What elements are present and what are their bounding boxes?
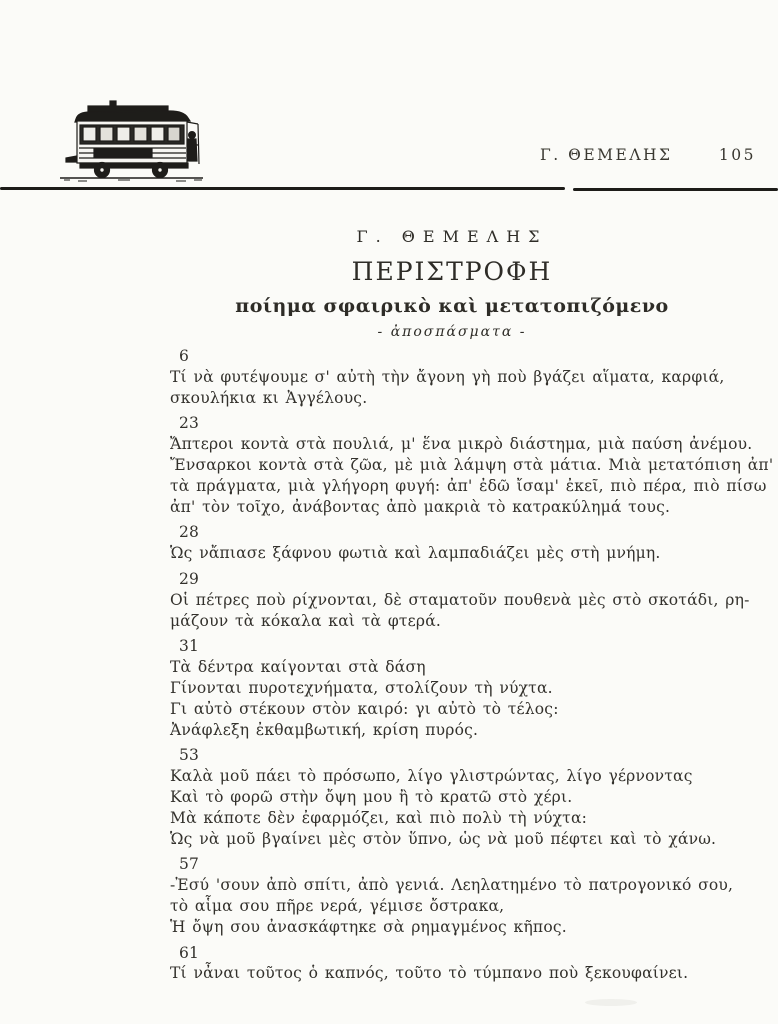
poem-subtitle: ποίημα σφαιρικὸ καὶ μετατοπιζόμενο: [235, 295, 669, 317]
poem-fragment: [170, 346, 770, 408]
poem-title: ΠΕΡΙΣΤΡΟΦΗ: [351, 257, 553, 286]
header-rule: [0, 187, 778, 191]
poem-fragment: [170, 413, 774, 517]
fragment-number: 23: [179, 414, 200, 433]
fragment-number: 53: [179, 746, 200, 765]
poem-line: τὰ πράγματα, μιὰ γλήγορη φυγή: ἀπ' ἐδῶ ἴσαμ' ἐκεῖ, πιὸ πέρα, πιὸ πίσω: [170, 476, 767, 495]
tram-roof-vent: [110, 101, 116, 106]
poem-fragment: [170, 854, 770, 937]
fragment-number: 28: [179, 523, 200, 542]
poem-line: μάζουν τὰ κόκαλα καὶ τὰ φτερά.: [170, 611, 441, 630]
poem-fragment: [170, 943, 770, 985]
poem-line: Ὡς νὰ μοῦ βγαίνει μὲς στὸν ὕπνο, ὡς νὰ μοῦ πέφτει καὶ τὸ χάνω.: [170, 829, 717, 848]
poem-fragment: [170, 636, 770, 740]
fragment-number: 61: [179, 943, 200, 962]
poem-line: Ἀνάφλεξη ἐκθαμβωτική, κρίση πυρός.: [170, 720, 479, 739]
fragment-number: 6: [179, 347, 190, 365]
poem-line: τὸ αἷμα σου πῆρε νερά, γέμισε ὄστρακα,: [170, 896, 505, 915]
poem-line: Μὰ κάποτε δὲν ἐφαρμόζει, καὶ πιὸ πολὺ τὴ νύχτα:: [170, 808, 588, 827]
fragments-list: [170, 346, 774, 989]
poem-line: Ἄπτεροι κοντὰ στὰ πουλιά, μ' ἕνα μικρὸ διάστημα, μιὰ παύση ἀνέμου.: [170, 435, 753, 454]
tram-illustration: [58, 98, 208, 182]
poem-line: Ἔνσαρκοι κοντὰ στὰ ζῶα, μὲ μιὰ λάμψη στὰ μάτια. Μιὰ μετατόπιση ἀπ': [170, 455, 774, 474]
poem-line: -Ἐσύ 'σουν ἀπὸ σπίτι, ἀπὸ γενιά. Λεηλατημένο τὸ πατρογονικό σου,: [170, 876, 734, 895]
poem-author: Γ. ΘΕΜΕΛΗΣ: [356, 227, 548, 246]
poem-line: ἀπ' τὸν τοῖχο, ἀνάβοντας ἀπὸ μακριὰ τὸ κατρακύλημά τους.: [170, 497, 671, 516]
fragment-number: 31: [179, 637, 200, 656]
scan-smudge: [585, 999, 637, 1006]
poem-line: Ἡ ὄψη σου ἀνασκάφτηκε σὰ ρημαγμένος κῆπος.: [170, 917, 567, 936]
fragments-label: - ἀποσπάσματα -: [377, 324, 527, 340]
title-block: [145, 227, 759, 340]
poem-fragment: [170, 569, 770, 631]
poem-line: Τί νἆναι τοῦτος ὁ καπνός, τοῦτο τὸ τύμπανο ποὺ ξεκουφαίνει.: [170, 964, 689, 983]
poem-line: Τὰ δέντρα καίγονται στὰ δάση: [170, 658, 426, 677]
header-rule-right-segment: [573, 188, 778, 191]
fragment-number: 57: [179, 855, 200, 874]
poem-line: σκουλήκια κι Ἀγγέλους.: [170, 388, 368, 407]
running-header-author: Γ. ΘΕΜΕΛΗΣ: [540, 146, 673, 164]
header-rule-left-segment: [0, 187, 565, 190]
poem-line: Οἱ πέτρες ποὺ ρίχνονται, δὲ σταματοῦν πουθενὰ μὲς στὸ σκοτάδι, ρη-: [170, 590, 750, 609]
poem-line: Γίνονται πυροτεχνήματα, στολίζουν τὴ νύχτα.: [170, 678, 553, 697]
poem-line: Καλὰ μοῦ πάει τὸ πρόσωπο, λίγο γλιστρώντας, λίγο γέρνοντας: [170, 767, 693, 786]
poem-line: Τί νὰ φυτέψουμε σ' αὐτὴ τὴν ἄγονη γὴ ποὺ βγάζει αἵματα, καρφιά,: [170, 367, 725, 386]
poem-fragment: [170, 745, 770, 849]
poem-line: Γι αὐτὸ στέκουν στὸν καιρό: γι αὐτὸ τὸ τέλος:: [170, 699, 559, 718]
running-header-page-number: 105: [718, 146, 756, 164]
fragment-number: 29: [179, 569, 200, 588]
poem-fragment: [170, 522, 770, 564]
running-header: [540, 146, 756, 164]
poem-line: Ὡς νἄπιασε ξάφνου φωτιὰ καὶ λαμπαδιάζει μὲς στὴ μνήμη.: [170, 544, 661, 563]
poem-line: Καὶ τὸ φορῶ στὴν ὄψη μου ἢ τὸ κρατῶ στὸ χέρι.: [170, 787, 573, 806]
